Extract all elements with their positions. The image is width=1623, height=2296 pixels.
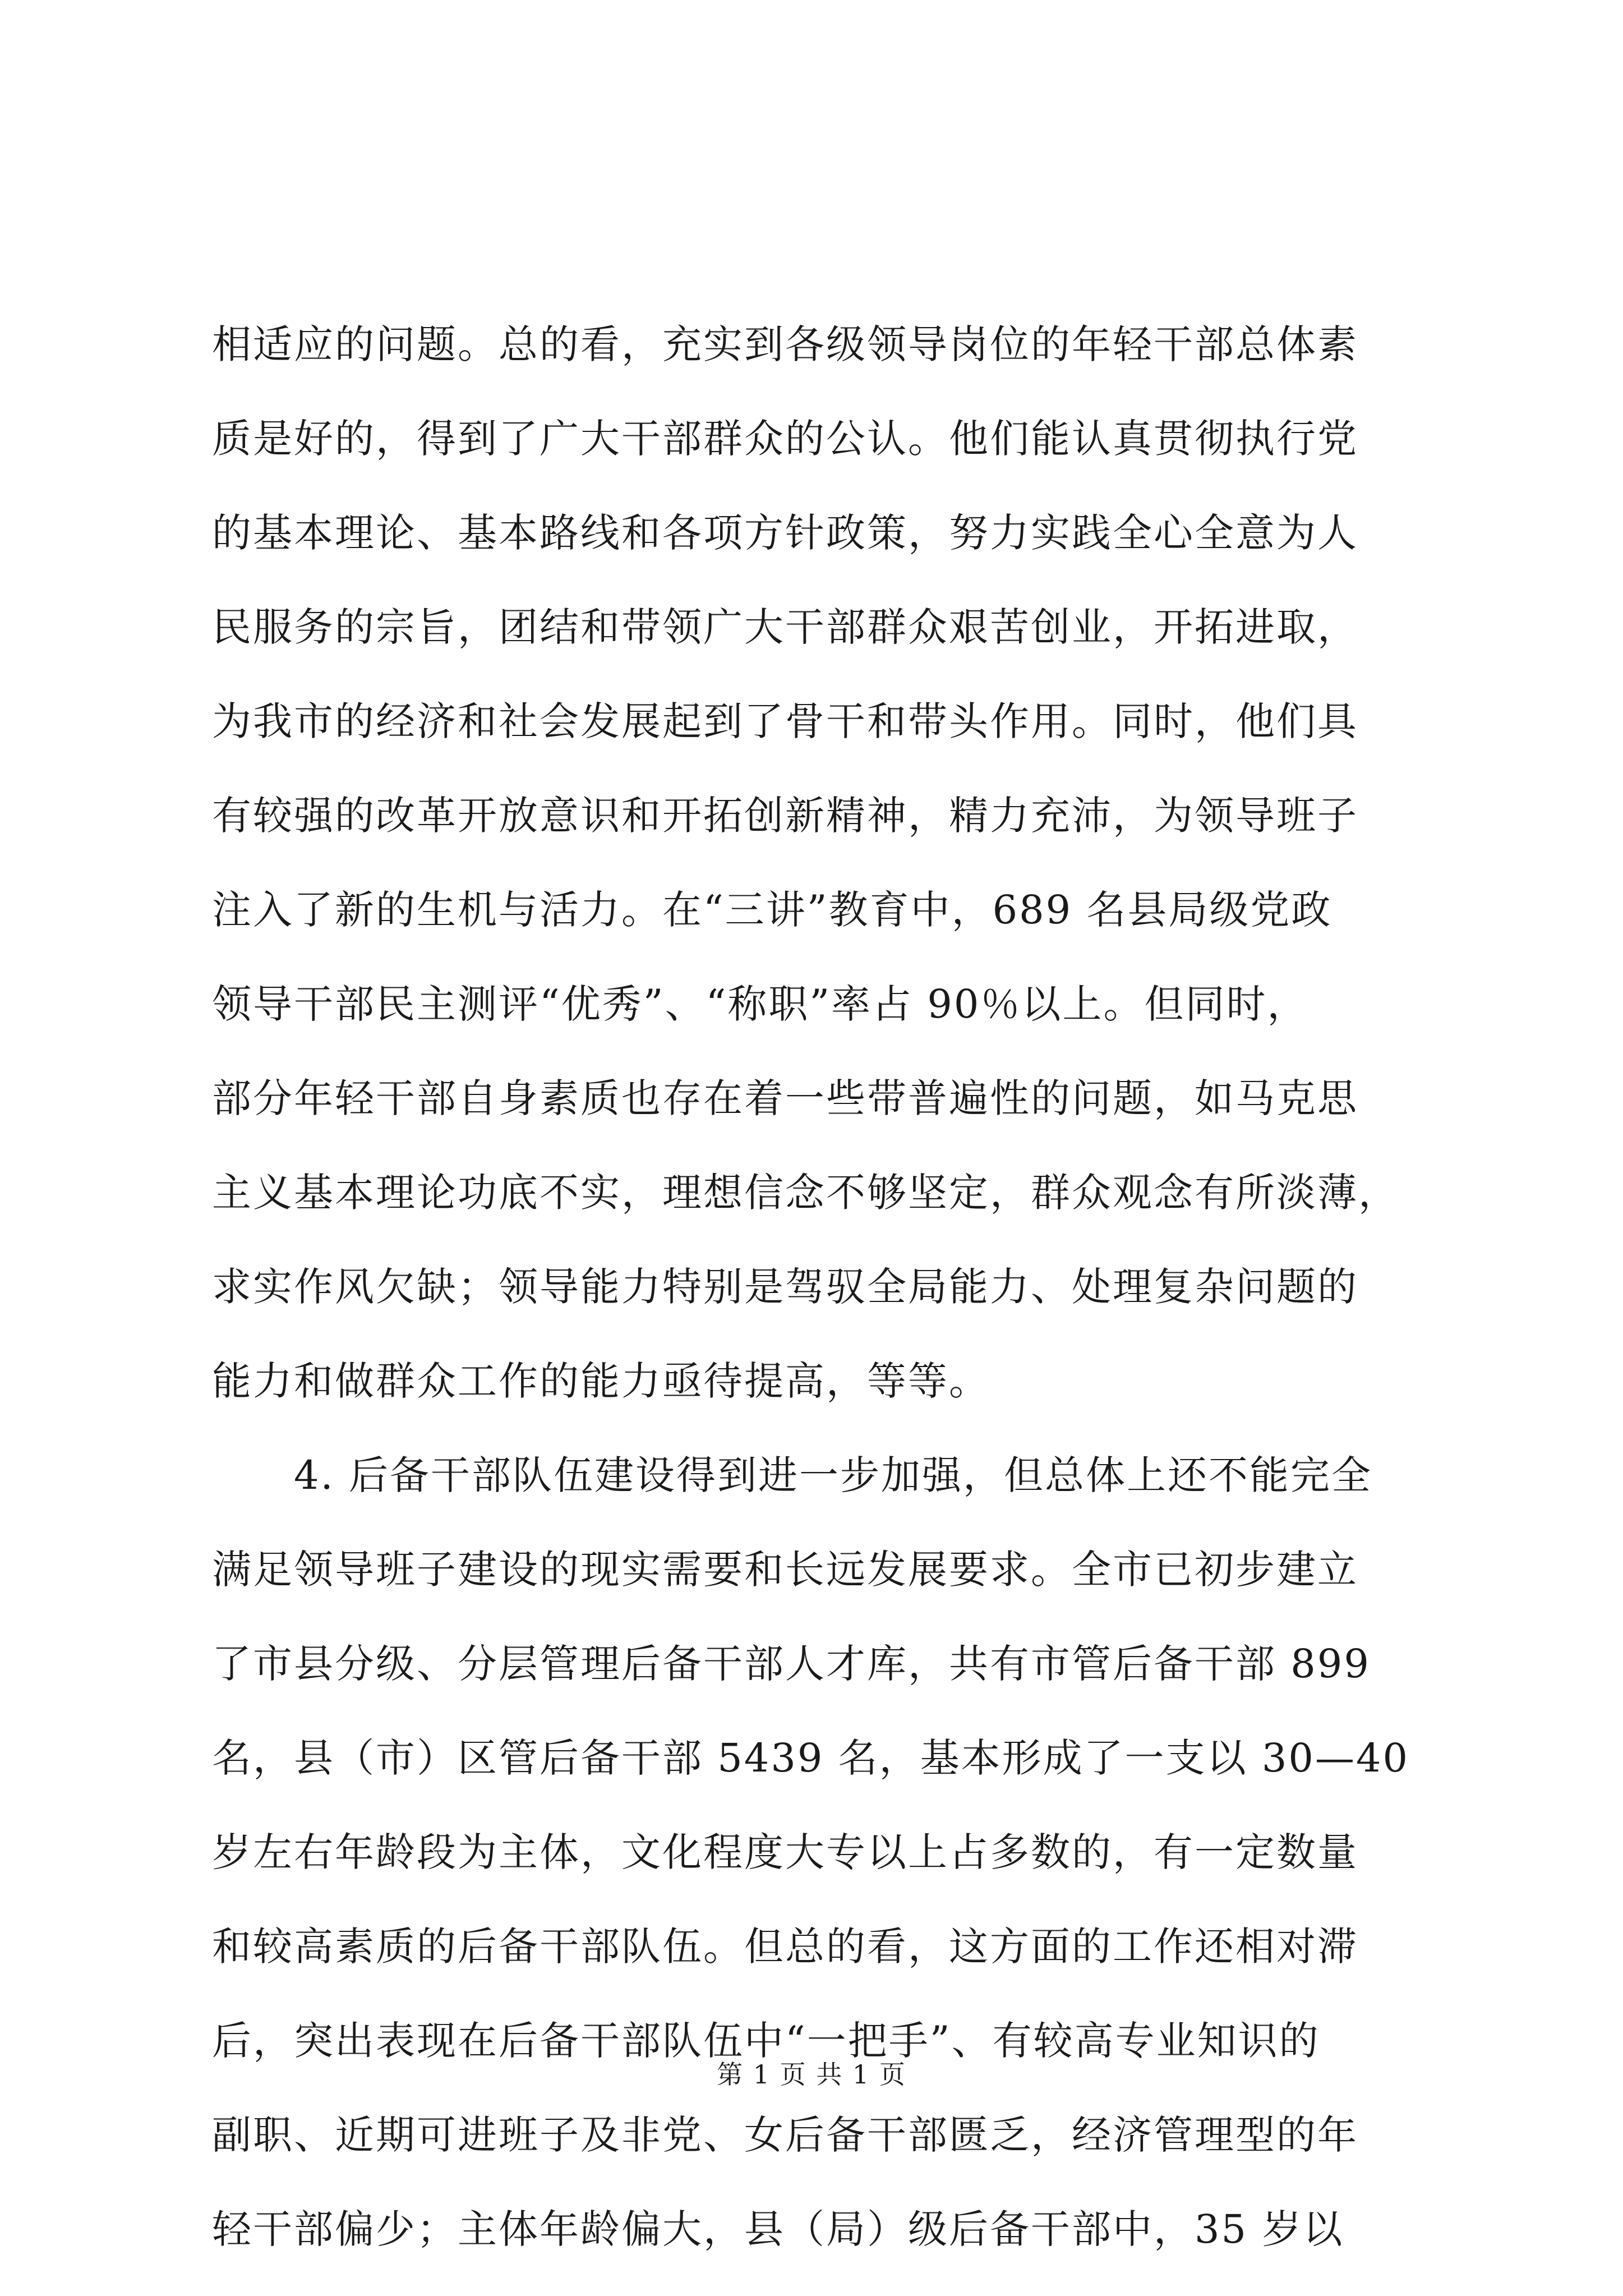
- page-footer: 第 1 页 共 1 页: [717, 2059, 906, 2090]
- text-line: 民服务的宗旨，团结和带领广大干部群众艰苦创业，开拓进取，: [212, 604, 1358, 650]
- text-line: 岁左右年龄段为主体，文化程度大专以上占多数的，有一定数量: [212, 1829, 1358, 1875]
- text-line: 副职、近期可进班子及非党、女后备干部匮乏，经济管理型的年: [212, 2112, 1358, 2158]
- text-line: 轻干部偏少；主体年龄偏大，县（局）级后备干部中，35 岁以: [212, 2206, 1344, 2252]
- text-line: 质是好的，得到了广大干部群众的公认。他们能认真贯彻执行党: [212, 416, 1358, 462]
- text-line: 后，突出表现在后备干部队伍中“一把手”、有较高专业知识的: [212, 2018, 1320, 2064]
- body-text: [212, 297, 1418, 2276]
- text-line: 为我市的经济和社会发展起到了骨干和带头作用。同时，他们具: [212, 698, 1358, 744]
- text-line: 部分年轻干部自身素质也存在着一些带普遍性的问题，如马克思: [212, 1075, 1358, 1121]
- text-line: 领导干部民主测评“优秀”、“称职”率占 90％以上。但同时，: [212, 981, 1308, 1027]
- text-line: 4. 后备干部队伍建设得到进一步加强，但总体上还不能完全: [212, 1452, 1373, 1498]
- text-line: 和较高素质的后备干部队伍。但总的看，这方面的工作还相对滞: [212, 1924, 1358, 1970]
- text-line: 了市县分级、分层管理后备干部人才库，共有市管后备干部 899: [212, 1641, 1371, 1687]
- text-line: 求实作风欠缺；领导能力特别是驾驭全局能力、处理复杂问题的: [212, 1264, 1358, 1310]
- text-line: 相适应的问题。总的看，充实到各级领导岗位的年轻干部总体素: [212, 321, 1358, 367]
- text-line: 的基本理论、基本路线和各项方针政策，努力实践全心全意为人: [212, 510, 1358, 556]
- text-line: 主义基本理论功底不实，理想信念不够坚定，群众观念有所淡薄，: [212, 1170, 1399, 1216]
- text-line: 有较强的改革开放意识和开拓创新精神，精力充沛，为领导班子: [212, 793, 1358, 839]
- text-line: 名，县（市）区管后备干部 5439 名，基本形成了一支以 30—40: [212, 1735, 1410, 1781]
- text-line: 能力和做群众工作的能力亟待提高，等等。: [212, 1358, 990, 1404]
- text-line: 满足领导班子建设的现实需要和长远发展要求。全市已初步建立: [212, 1547, 1358, 1593]
- text-line: 注入了新的生机与活力。在“三讲”教育中，689 名县局级党政: [212, 887, 1332, 933]
